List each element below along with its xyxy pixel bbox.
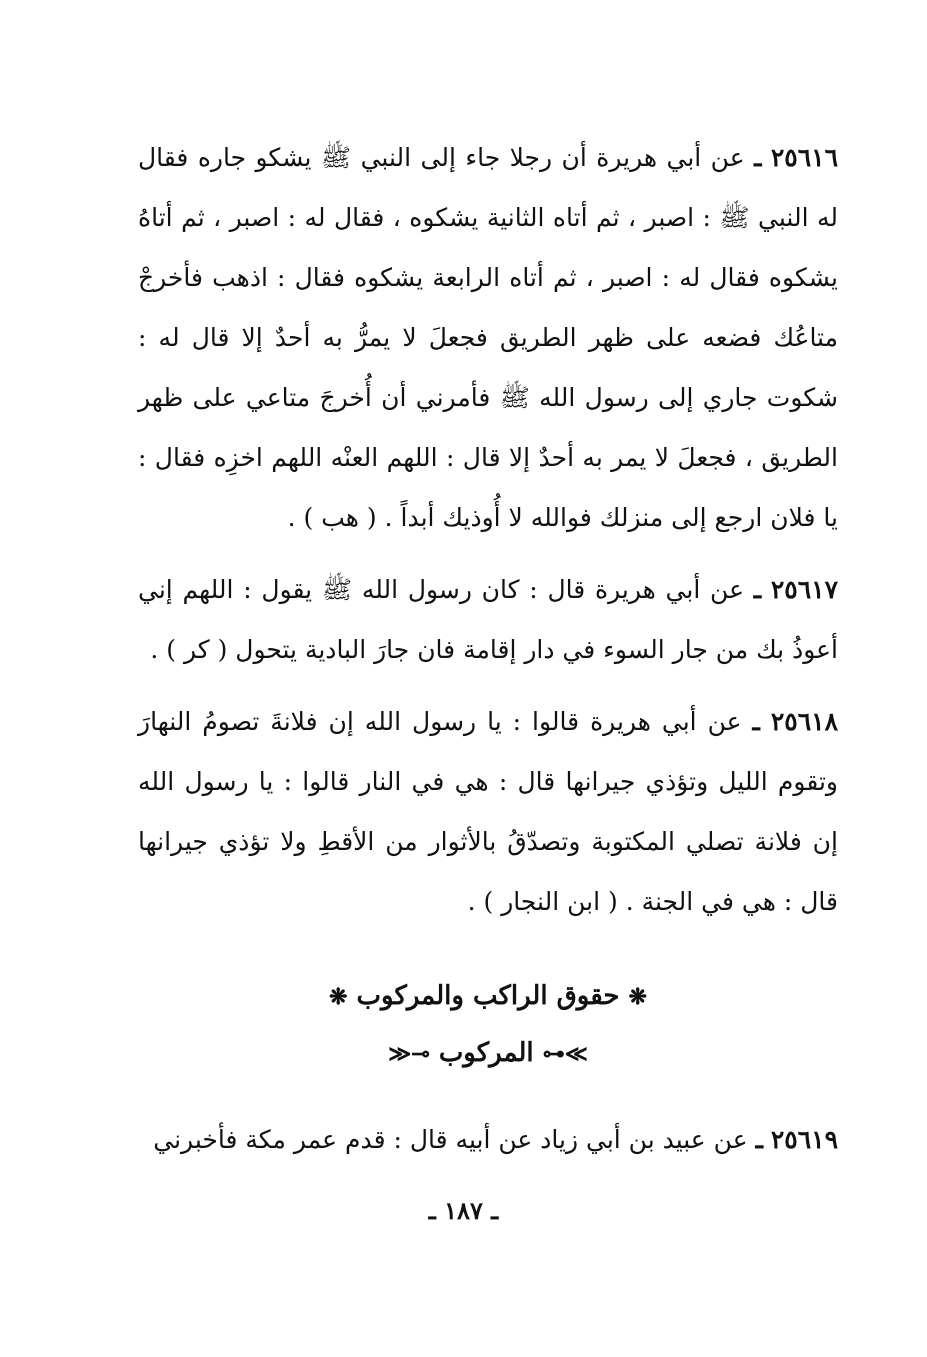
hadith-25619 [138,1110,838,1170]
section-title: المركوب [438,1038,534,1068]
hadith-text: عن أبي هريرة قال : كان رسول الله ﷺ يقول : اللهم إني أعوذُ بك من جار السوء في دار إقامة فان جارَ البادية يتحول ( كر ) . [138,575,838,664]
page-number: ـ ١٨٧ ـ [428,1196,499,1225]
star-ornament-icon: ❋ [628,984,647,1010]
hadith-separator: ـ [754,143,762,172]
chapter-title: حقوق الراكب والمركوب [356,981,620,1011]
hadith-list [138,128,838,932]
section-title-line [138,1025,838,1082]
hadith-text: عن أبي هريرة قالوا : يا رسول الله إن فلانةَ تصومُ النهارَ وتقوم الليل وتؤذي جيرانها قال : هي في النار قالوا : يا رسول الله إن فلانة تصلي المكتوبة وتصدّقُ بالأثوار من الأقطِ ولا تؤذي جيرانها قال : هي في الجنة . ( ابن النجار ) . [138,707,838,916]
hadith-text: عن عبيد بن أبي زياد عن أبيه قال : قدم عمر مكة فأخبرني [153,1125,748,1154]
hadith-separator: ـ [753,575,762,604]
hadith-25617 [138,560,838,680]
chapter-title-line [138,968,838,1025]
hadith-number: ٢٥٦١٨ [770,707,838,736]
flourish-ornament-icon: ≫⊷ [542,1041,588,1067]
hadith-25616 [138,128,838,548]
hadith-number: ٢٥٦١٩ [770,1125,838,1154]
hadith-separator: ـ [752,707,760,736]
hadith-number: ٢٥٦١٧ [770,575,838,604]
hadith-text: عن أبي هريرة أن رجلا جاء إلى النبي ﷺ يشكو جاره فقال له النبي ﷺ : اصبر ، ثم أتاه الثانية يشكوه ، فقال له : اصبر ، ثم أتاهُ يشكوه فقال له : اصبر ، ثم أتاه الرابعة يشكوه فقال : اذهب فأخرجْ متاعُك فضعه على ظهر الطريق فجعلَ لا يمرُّ به أحدٌ إلا قال له : شكوت جاري إلى رسول الله ﷺ فأمرني أن أُخرجَ متاعي على ظهر الطريق ، فجعلَ لا يمر به أحدٌ إلا قال : اللهم العنْه اللهم اخزِه فقال : يا فلان ارجع إلى منزلك فوالله لا أُوذيك أبداً . ( هب ) . [138,143,838,532]
next-hadith-block [138,1110,838,1170]
hadith-25618 [138,692,838,932]
hadith-separator: ـ [755,1125,763,1154]
hadith-number: ٢٥٦١٦ [770,143,839,172]
star-ornament-icon: ❋ [329,984,348,1010]
flourish-ornament-icon: ⊸≪ [388,1041,430,1067]
chapter-heading [138,968,838,1082]
